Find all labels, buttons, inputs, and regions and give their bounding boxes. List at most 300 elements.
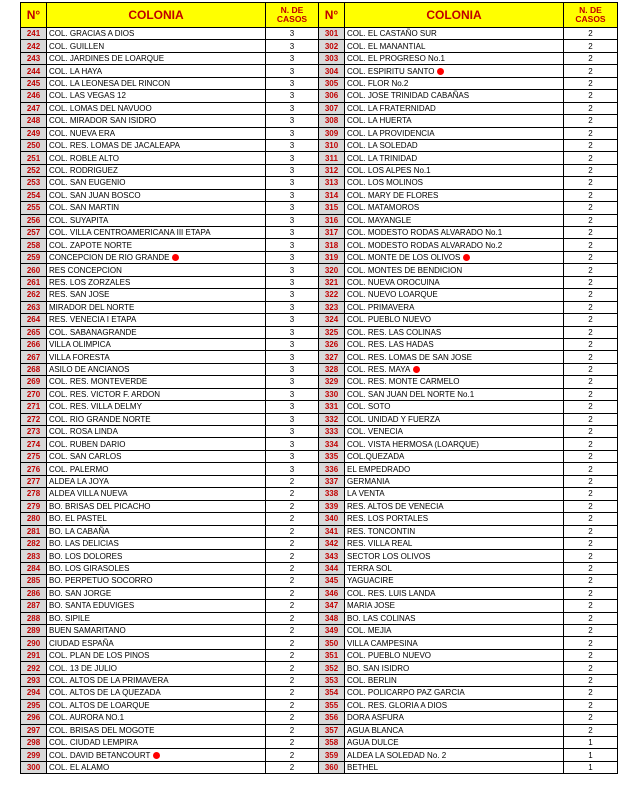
row-number xyxy=(319,475,345,487)
row-number xyxy=(21,214,47,226)
row-number-text: 275 xyxy=(26,452,41,462)
row-number xyxy=(319,239,345,251)
colonia-name-text: COL. ROBLE ALTO xyxy=(49,153,119,163)
colonia-name xyxy=(345,562,564,574)
colonia-name xyxy=(47,189,266,201)
case-count-text: 1 xyxy=(588,750,593,760)
row-number-text: 350 xyxy=(324,638,339,648)
colonia-name xyxy=(345,712,564,724)
case-count-text: 2 xyxy=(289,725,295,735)
case-count xyxy=(564,214,618,226)
colonia-name xyxy=(345,77,564,89)
colonia-name-text: COL. MEJIA xyxy=(347,626,392,636)
row-number-text: 317 xyxy=(324,228,339,238)
colonia-name-text: COL. LA PROVIDENCIA xyxy=(347,128,435,138)
row-number xyxy=(21,239,47,251)
colonia-name-text: COL. 13 DE JULIO xyxy=(49,663,118,673)
row-number xyxy=(319,227,345,239)
case-count xyxy=(564,475,618,487)
colonia-name-text: BO. EL PASTEL xyxy=(49,514,107,524)
table-row xyxy=(21,749,618,761)
colonia-name xyxy=(47,289,266,301)
colonia-name-text: COL. SAN EUGENIO xyxy=(49,178,126,188)
colonia-name-text: COL. SAN JUAN DEL NORTE No.1 xyxy=(347,389,475,399)
colonia-name xyxy=(345,438,564,450)
row-number xyxy=(319,351,345,363)
row-number xyxy=(21,314,47,326)
table-row xyxy=(21,227,618,239)
row-number xyxy=(21,749,47,761)
red-dot-marker-icon xyxy=(413,366,420,373)
case-count-text: 2 xyxy=(588,551,593,561)
colonia-name-text: COL. LAS VEGAS 12 xyxy=(49,91,126,101)
row-number xyxy=(21,127,47,139)
case-count xyxy=(266,625,319,637)
case-count xyxy=(564,438,618,450)
table-row xyxy=(21,301,618,313)
row-number xyxy=(319,625,345,637)
table-row xyxy=(21,600,618,612)
colonia-name xyxy=(345,575,564,587)
colonia-name-text: EL EMPEDRADO xyxy=(347,464,411,474)
row-number xyxy=(319,413,345,425)
colonia-name xyxy=(345,326,564,338)
row-number xyxy=(319,177,345,189)
table-row xyxy=(21,52,618,64)
table-row xyxy=(21,388,618,400)
case-count xyxy=(564,488,618,500)
colonia-name-text: COL. LA TRINIDAD xyxy=(347,153,418,163)
row-number-text: 298 xyxy=(26,738,41,748)
row-number-text: 316 xyxy=(324,215,339,225)
colonia-name xyxy=(345,127,564,139)
case-count xyxy=(564,463,618,475)
case-count-text: 2 xyxy=(588,601,593,611)
case-count xyxy=(266,363,319,375)
colonia-name xyxy=(345,537,564,549)
row-number xyxy=(21,102,47,114)
case-count-text: 2 xyxy=(289,489,295,499)
case-count xyxy=(266,139,319,151)
case-count-text: 2 xyxy=(289,551,295,561)
case-count xyxy=(266,239,319,251)
row-number xyxy=(319,115,345,127)
colonia-name-text: COL. EL PROGRESO No.1 xyxy=(347,54,445,64)
colonia-name-text: COL. RES. GLORIA A DIOS xyxy=(347,700,448,710)
row-number-text: 278 xyxy=(26,489,41,499)
case-count xyxy=(266,687,319,699)
colonia-name xyxy=(47,239,266,251)
case-count-text: 2 xyxy=(588,41,593,51)
row-number xyxy=(319,749,345,761)
row-number-text: 353 xyxy=(324,675,339,685)
case-count xyxy=(266,749,319,761)
case-count-text: 2 xyxy=(289,514,295,524)
colonia-name xyxy=(47,712,266,724)
case-count-text: 3 xyxy=(289,352,295,362)
table-row xyxy=(21,450,618,462)
case-count xyxy=(266,314,319,326)
case-count-text: 2 xyxy=(289,700,295,710)
colonia-name xyxy=(47,326,266,338)
case-count xyxy=(564,537,618,549)
row-number xyxy=(21,264,47,276)
row-number-text: 267 xyxy=(26,352,41,362)
case-count xyxy=(564,139,618,151)
row-number xyxy=(319,401,345,413)
colonia-name xyxy=(345,363,564,375)
case-count-text: 2 xyxy=(588,713,593,723)
case-count xyxy=(564,164,618,176)
colonia-name-text: COL. LA HAYA xyxy=(49,66,103,76)
colonia-name-text: BO. SIPILE xyxy=(49,613,90,623)
case-count-text: 3 xyxy=(289,54,295,64)
table-row xyxy=(21,189,618,201)
row-number xyxy=(319,326,345,338)
colonia-name-text: COL. RES. MAYA xyxy=(347,365,411,375)
row-number-text: 323 xyxy=(324,302,339,312)
header-colonia-left: COLONIA xyxy=(47,3,266,28)
row-number xyxy=(319,426,345,438)
table-row xyxy=(21,351,618,363)
case-count-text: 3 xyxy=(289,315,295,325)
case-count xyxy=(266,102,319,114)
case-count-text: 2 xyxy=(588,128,593,138)
case-count-text: 2 xyxy=(588,29,593,39)
row-number-text: 259 xyxy=(26,253,41,263)
case-count-text: 2 xyxy=(588,651,593,661)
case-count-text: 3 xyxy=(289,402,295,412)
colonia-name-text: COL. LA HUERTA xyxy=(347,116,412,126)
header-num-left: N° xyxy=(21,3,47,28)
case-count-text: 2 xyxy=(289,688,295,698)
colonia-name xyxy=(47,214,266,226)
colonia-name xyxy=(47,761,266,773)
case-count xyxy=(564,202,618,214)
colonia-name xyxy=(345,699,564,711)
row-number xyxy=(21,52,47,64)
case-count xyxy=(564,40,618,52)
table-row xyxy=(21,562,618,574)
row-number-text: 268 xyxy=(26,365,41,375)
case-count-text: 3 xyxy=(289,190,295,200)
row-number-text: 318 xyxy=(324,240,339,250)
colonia-name-text: COL. BERLIN xyxy=(347,675,397,685)
case-count-text: 3 xyxy=(289,178,295,188)
colonia-name-text: COL. BRISAS DEL MOGOTE xyxy=(49,725,155,735)
row-number xyxy=(319,674,345,686)
colonia-name xyxy=(47,388,266,400)
case-count-text: 3 xyxy=(289,414,295,424)
case-count xyxy=(266,77,319,89)
table-row xyxy=(21,115,618,127)
row-number xyxy=(21,463,47,475)
red-dot-marker-icon xyxy=(463,254,470,261)
case-count xyxy=(266,674,319,686)
row-number xyxy=(319,736,345,748)
case-count xyxy=(266,301,319,313)
colonia-name-text: VILLA CAMPESINA xyxy=(347,638,418,648)
row-number xyxy=(21,450,47,462)
colonia-name xyxy=(345,388,564,400)
case-count-text: 2 xyxy=(588,539,593,549)
colonia-name-text: COL. EL ALAMO xyxy=(49,763,110,773)
colonia-name-text: COL. ROSA LINDA xyxy=(49,427,118,437)
colonia-name xyxy=(47,164,266,176)
row-number xyxy=(319,90,345,102)
case-count-text: 2 xyxy=(588,302,593,312)
case-count xyxy=(266,699,319,711)
case-count-text: 2 xyxy=(289,613,295,623)
case-count-text: 2 xyxy=(588,315,593,325)
case-count-text: 2 xyxy=(588,613,593,623)
table-row xyxy=(21,736,618,748)
case-count-text: 1 xyxy=(588,763,593,773)
case-count xyxy=(564,401,618,413)
table-row xyxy=(21,612,618,624)
case-count-text: 3 xyxy=(289,91,295,101)
colonia-name xyxy=(47,674,266,686)
case-count-text: 3 xyxy=(289,240,295,250)
colonia-name-text: COL. MARY DE FLORES xyxy=(347,190,439,200)
colonia-name xyxy=(345,488,564,500)
colonia-name xyxy=(47,139,266,151)
colonia-name xyxy=(345,40,564,52)
case-count xyxy=(564,65,618,77)
row-number xyxy=(21,351,47,363)
table-row xyxy=(21,500,618,512)
row-number-text: 293 xyxy=(26,675,41,685)
case-count-text: 2 xyxy=(588,253,593,263)
row-number xyxy=(21,612,47,624)
colonia-name xyxy=(345,251,564,263)
row-number-text: 345 xyxy=(324,576,339,586)
row-number xyxy=(319,65,345,77)
case-count-text: 2 xyxy=(588,265,593,275)
row-number-text: 258 xyxy=(26,240,41,250)
cases-by-colonia-table xyxy=(20,2,618,774)
row-number xyxy=(21,164,47,176)
case-count xyxy=(564,662,618,674)
table-row xyxy=(21,513,618,525)
row-number-text: 319 xyxy=(324,253,339,263)
row-number-text: 313 xyxy=(324,178,339,188)
row-number-text: 325 xyxy=(324,327,339,337)
case-count xyxy=(266,637,319,649)
row-number xyxy=(21,276,47,288)
case-count xyxy=(564,736,618,748)
case-count xyxy=(564,550,618,562)
row-number-text: 340 xyxy=(324,514,339,524)
row-number-text: 271 xyxy=(26,402,41,412)
row-number xyxy=(21,139,47,151)
case-count-text: 2 xyxy=(289,626,295,636)
row-number xyxy=(319,438,345,450)
colonia-name xyxy=(345,338,564,350)
case-count-text: 2 xyxy=(588,626,593,636)
colonia-name xyxy=(47,736,266,748)
colonia-name-text: COL. SAN CARLOS xyxy=(49,452,122,462)
case-count xyxy=(266,500,319,512)
row-number xyxy=(21,227,47,239)
case-count xyxy=(266,587,319,599)
case-count-text: 2 xyxy=(588,327,593,337)
case-count xyxy=(266,463,319,475)
colonia-name-text: COL. RES. LUIS LANDA xyxy=(347,588,436,598)
row-number xyxy=(21,537,47,549)
table-row xyxy=(21,761,618,773)
colonia-name xyxy=(47,475,266,487)
case-count xyxy=(266,338,319,350)
row-number xyxy=(319,276,345,288)
colonia-name-text: COL. CIUDAD LEMPIRA xyxy=(49,738,138,748)
case-count xyxy=(564,600,618,612)
colonia-name xyxy=(47,363,266,375)
case-count xyxy=(266,712,319,724)
colonia-name-text: DORA ASFURA xyxy=(347,713,404,723)
colonia-name-text: CONCEPCION DE RIO GRANDE xyxy=(49,253,170,263)
case-count-text: 1 xyxy=(588,738,593,748)
colonia-name xyxy=(345,513,564,525)
case-count xyxy=(266,475,319,487)
colonia-name xyxy=(47,376,266,388)
colonia-name xyxy=(345,674,564,686)
colonia-name-text: COL. ALTOS DE LA PRIMAVERA xyxy=(49,675,169,685)
row-number xyxy=(319,388,345,400)
case-count-text: 2 xyxy=(588,452,593,462)
case-count-text: 3 xyxy=(289,277,295,287)
colonia-name xyxy=(345,463,564,475)
row-number-text: 241 xyxy=(26,29,41,39)
table-row xyxy=(21,314,618,326)
table-row xyxy=(21,438,618,450)
row-number-text: 344 xyxy=(324,564,339,574)
case-count xyxy=(564,338,618,350)
case-count xyxy=(564,351,618,363)
case-count xyxy=(564,326,618,338)
case-count-text: 3 xyxy=(289,66,295,76)
colonia-name-text: SECTOR LOS OLIVOS xyxy=(347,551,431,561)
row-number xyxy=(319,637,345,649)
colonia-name-text: VILLA FORESTA xyxy=(49,352,110,362)
row-number-text: 309 xyxy=(324,128,339,138)
case-count-text: 2 xyxy=(588,501,593,511)
row-number-text: 266 xyxy=(26,340,41,350)
colonia-name-text: COL. EL CASTAÑO SUR xyxy=(347,29,437,39)
colonia-name-text: BO. LOS GIRASOLES xyxy=(49,564,130,574)
case-count xyxy=(266,600,319,612)
row-number xyxy=(319,463,345,475)
case-count-text: 3 xyxy=(289,427,295,437)
case-count xyxy=(266,649,319,661)
row-number xyxy=(21,625,47,637)
colonia-name-text: AGUA DULCE xyxy=(347,738,399,748)
case-count-text: 3 xyxy=(289,228,295,238)
row-number xyxy=(319,314,345,326)
row-number-text: 280 xyxy=(26,514,41,524)
case-count-text: 3 xyxy=(289,340,295,350)
header-row xyxy=(21,3,618,28)
colonia-name xyxy=(345,500,564,512)
colonia-name xyxy=(47,264,266,276)
row-number-text: 330 xyxy=(324,389,339,399)
case-count xyxy=(564,388,618,400)
case-count xyxy=(564,413,618,425)
case-count-text: 3 xyxy=(289,302,295,312)
case-count-text: 3 xyxy=(289,153,295,163)
colonia-name-text: BO. LA CABAÑA xyxy=(49,526,110,536)
case-count xyxy=(564,52,618,64)
row-number-text: 256 xyxy=(26,215,41,225)
case-count xyxy=(564,687,618,699)
colonia-name xyxy=(47,749,266,761)
case-count xyxy=(266,537,319,549)
colonia-name-text: COL. PRIMAVERA xyxy=(347,302,415,312)
colonia-name xyxy=(345,649,564,661)
table-row xyxy=(21,65,618,77)
colonia-name xyxy=(345,749,564,761)
colonia-name-text: COL. PUEBLO NUEVO xyxy=(347,651,432,661)
case-count-text: 2 xyxy=(588,352,593,362)
colonia-name xyxy=(47,649,266,661)
row-number xyxy=(21,525,47,537)
case-count-text: 3 xyxy=(289,128,295,138)
row-number xyxy=(21,550,47,562)
case-count-text: 2 xyxy=(289,738,295,748)
case-count-text: 2 xyxy=(289,750,295,760)
colonia-name xyxy=(47,301,266,313)
row-number xyxy=(21,426,47,438)
colonia-name-text: COL. RES. LOMAS DE SAN JOSE xyxy=(347,352,472,362)
colonia-name xyxy=(47,314,266,326)
colonia-name xyxy=(345,314,564,326)
row-number xyxy=(319,662,345,674)
header-num-right: N° xyxy=(319,3,345,28)
row-number-text: 343 xyxy=(324,551,339,561)
row-number-text: 243 xyxy=(26,54,41,64)
case-count-text: 3 xyxy=(289,215,295,225)
table-row xyxy=(21,401,618,413)
colonia-name xyxy=(47,177,266,189)
case-count-text: 2 xyxy=(588,340,593,350)
table-row xyxy=(21,649,618,661)
colonia-name-text: COL. AURORA NO.1 xyxy=(49,713,125,723)
case-count xyxy=(564,289,618,301)
row-number-text: 351 xyxy=(324,651,339,661)
case-count xyxy=(564,177,618,189)
case-count xyxy=(266,289,319,301)
case-count-text: 3 xyxy=(289,29,295,39)
case-count xyxy=(564,264,618,276)
case-count xyxy=(266,351,319,363)
row-number-text: 335 xyxy=(324,452,339,462)
case-count-text: 2 xyxy=(588,103,593,113)
colonia-name xyxy=(345,227,564,239)
row-number xyxy=(21,575,47,587)
case-count-text: 2 xyxy=(289,501,295,511)
row-number xyxy=(21,301,47,313)
row-number-text: 302 xyxy=(324,41,339,51)
row-number xyxy=(21,699,47,711)
row-number-text: 354 xyxy=(324,688,339,698)
row-number-text: 253 xyxy=(26,178,41,188)
case-count-text: 3 xyxy=(289,265,295,275)
row-number xyxy=(319,164,345,176)
colonia-name-text: COL. MATAMOROS xyxy=(347,203,420,213)
case-count xyxy=(266,127,319,139)
colonia-name-text: VILLA OLIMPICA xyxy=(49,340,111,350)
row-number-text: 274 xyxy=(26,439,41,449)
